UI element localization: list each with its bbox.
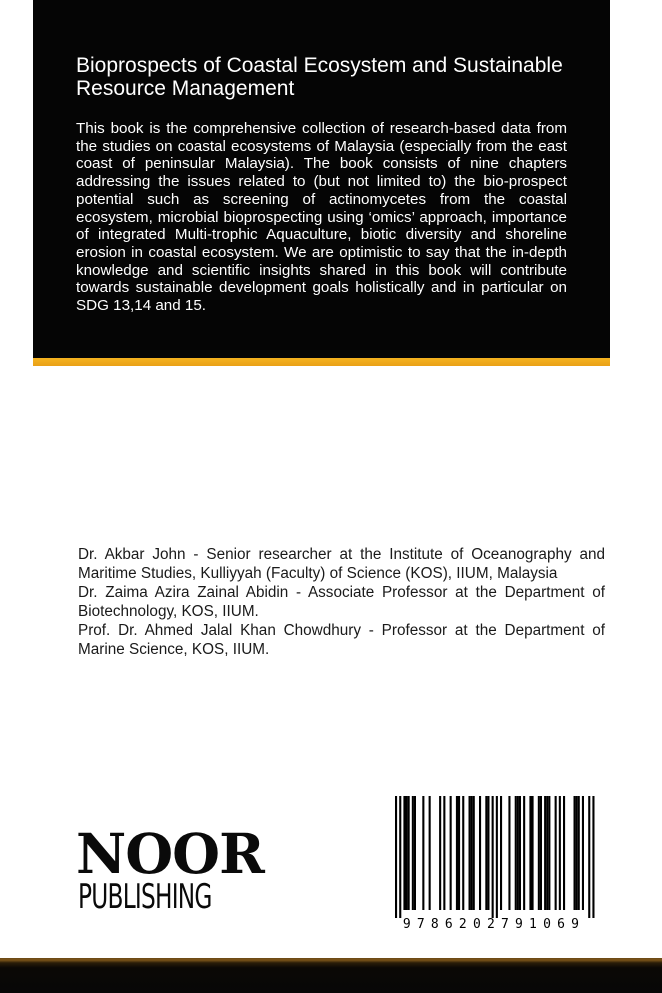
barcode-bar	[538, 796, 540, 910]
barcode-bar	[523, 796, 525, 910]
author-bio-2: Dr. Zaima Azira Zainal Abidin - Associate Professor at the Department of Biotechnology, KOS, IIUM.	[78, 584, 605, 620]
barcode-bar	[485, 796, 487, 910]
barcode-bar	[403, 796, 405, 910]
barcode-bar	[546, 796, 548, 910]
barcode-digits: 9786202791069	[402, 917, 586, 932]
publisher-logo-line2: PUBLISHING	[78, 877, 212, 917]
barcode-bar	[395, 796, 397, 918]
barcode-bar	[429, 796, 431, 910]
barcode-bar	[540, 796, 542, 910]
barcode-bar	[439, 796, 441, 910]
barcode-bar	[443, 796, 445, 910]
barcode-bar	[458, 796, 460, 910]
barcode-bar	[422, 796, 424, 910]
barcode-bar	[555, 796, 557, 910]
barcode-bar	[548, 796, 550, 910]
barcode-bar	[582, 796, 584, 910]
barcode-bar	[515, 796, 517, 910]
barcode-bar	[412, 796, 414, 910]
barcode-bar	[519, 796, 521, 910]
book-title: Bioprospects of Coastal Ecosystem and Sustainable Resource Management	[76, 54, 563, 100]
bottom-band	[0, 958, 662, 993]
barcode-bar	[471, 796, 473, 910]
barcode-bar	[559, 796, 561, 910]
barcode-bar	[532, 796, 534, 910]
publisher-logo-line1: NOOR	[76, 821, 264, 886]
barcode-bar	[544, 796, 546, 910]
barcode-bar	[406, 796, 408, 910]
barcode-bar	[500, 796, 502, 910]
barcode-bars	[383, 790, 605, 918]
barcode-bar	[487, 796, 489, 910]
barcode-bar	[529, 796, 531, 910]
barcode-bar	[574, 796, 576, 910]
barcode-bar	[450, 796, 452, 910]
barcode-bar	[456, 796, 458, 910]
barcode-bar	[414, 796, 416, 910]
barcode-bar	[578, 796, 580, 910]
isbn-barcode	[383, 790, 605, 938]
author-bios	[78, 545, 605, 659]
barcode-bar	[588, 796, 590, 918]
barcode-bar	[492, 796, 494, 918]
barcode-bar	[517, 796, 519, 910]
barcode-bar	[469, 796, 471, 910]
barcode-bar	[399, 796, 401, 918]
gold-accent-stripe	[33, 358, 610, 366]
barcode-bar	[592, 796, 594, 918]
publisher-logo	[76, 821, 286, 917]
barcode-bar	[473, 796, 475, 910]
book-blurb: This book is the comprehensive collection of research-based data from the studies on coastal ecosystems of Malaysia (especially from the east coast of peninsular Malaysia). The book consists of nine chapters addressing the issues related to (but not limited to) the bio-prospect potential such as screening of actinomycetes from the coastal ecosystem, microbial bioprospecting using ‘omics’ approach, importance of integrated Multi-trophic Aquaculture, biotic diversity and shoreline erosion in coastal ecosystem. We are optimistic to say that the in-depth knowledge and scientific insights shared in this book will contribute towards sustainable development goals holistically and in particular on SDG 13,14 and 15.	[76, 120, 567, 315]
barcode-bar	[563, 796, 565, 910]
barcode-bar	[496, 796, 498, 918]
barcode-bar	[576, 796, 578, 910]
author-bio-3: Prof. Dr. Ahmed Jalal Khan Chowdhury - Professor at the Department of Marine Science, KOS, IIUM.	[78, 622, 605, 658]
barcode-bar	[462, 796, 464, 910]
author-bio-1: Dr. Akbar John - Senior researcher at the Institute of Oceanography and Maritime Studies, Kulliyyah (Faculty) of Science (KOS), IIUM, Malaysia	[78, 546, 605, 582]
barcode-bar	[408, 796, 410, 910]
barcode-bar	[508, 796, 510, 910]
barcode-bar	[479, 796, 481, 910]
